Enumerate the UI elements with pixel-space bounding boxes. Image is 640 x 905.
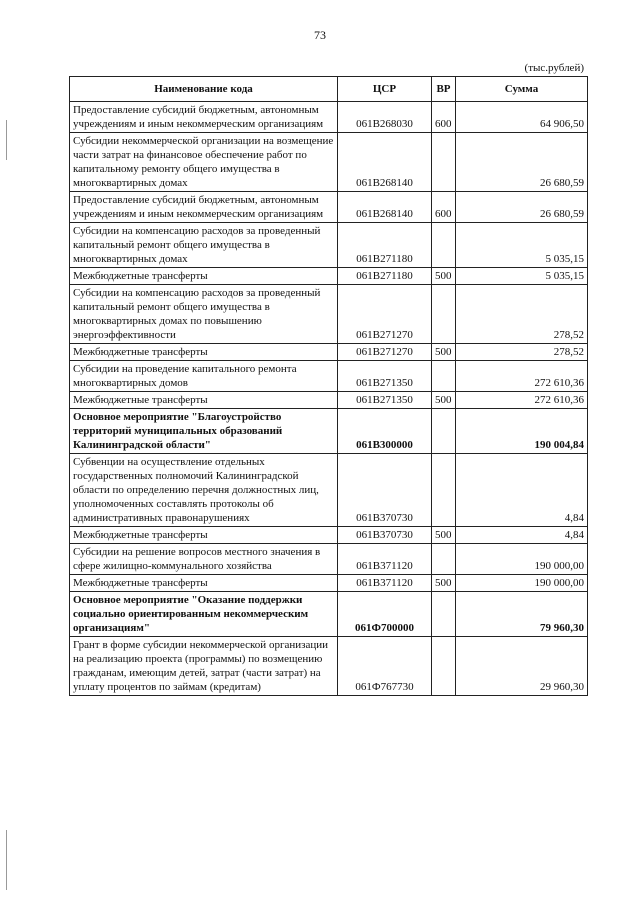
table-body: [70, 102, 588, 696]
page-number: 73: [314, 28, 326, 42]
table-header-row: [70, 77, 588, 102]
header-csr: ЦСР: [338, 77, 432, 102]
cell-csr: 061В271350: [338, 361, 432, 392]
table-row: [70, 575, 588, 592]
cell-name: Межбюджетные трансферты: [70, 575, 338, 592]
cell-csr: 061В370730: [338, 454, 432, 527]
cell-sum: 272 610,36: [456, 392, 588, 409]
table-row: [70, 592, 588, 637]
cell-vr: [432, 285, 456, 344]
cell-sum: 190 000,00: [456, 575, 588, 592]
cell-csr: 061В271350: [338, 392, 432, 409]
scan-edge-mark: [6, 830, 7, 890]
cell-name: Межбюджетные трансферты: [70, 344, 338, 361]
cell-csr: 061В268140: [338, 133, 432, 192]
header-sum: Сумма: [456, 77, 588, 102]
header-vr: ВР: [432, 77, 456, 102]
cell-name: Основное мероприятие "Оказание поддержки социально ориентированным некоммерческим организациям": [70, 592, 338, 637]
cell-sum: 4,84: [456, 454, 588, 527]
table-row: [70, 285, 588, 344]
cell-csr: 061В300000: [338, 409, 432, 454]
table-row: [70, 527, 588, 544]
cell-csr: 061В271270: [338, 344, 432, 361]
cell-vr: 500: [432, 268, 456, 285]
cell-vr: 500: [432, 527, 456, 544]
cell-vr: [432, 637, 456, 696]
table-row: [70, 637, 588, 696]
cell-sum: 4,84: [456, 527, 588, 544]
cell-csr: 061Ф767730: [338, 637, 432, 696]
cell-csr: 061В370730: [338, 527, 432, 544]
table-row: [70, 102, 588, 133]
cell-vr: [432, 409, 456, 454]
cell-sum: 5 035,15: [456, 223, 588, 268]
cell-vr: [432, 592, 456, 637]
cell-sum: 64 906,50: [456, 102, 588, 133]
cell-vr: 600: [432, 192, 456, 223]
cell-sum: 29 960,30: [456, 637, 588, 696]
cell-name: Субсидии на компенсацию расходов за проведенный капитальный ремонт общего имущества в многоквартирных домах по повышению энергоэффективности: [70, 285, 338, 344]
cell-sum: 272 610,36: [456, 361, 588, 392]
header-name: Наименование кода: [70, 77, 338, 102]
table-row: [70, 268, 588, 285]
cell-name: Предоставление субсидий бюджетным, автономным учреждениям и иным некоммерческим организациям: [70, 102, 338, 133]
cell-csr: 061В268140: [338, 192, 432, 223]
cell-name: Субсидии на компенсацию расходов за проведенный капитальный ремонт общего имущества в многоквартирных домах: [70, 223, 338, 268]
cell-sum: 26 680,59: [456, 192, 588, 223]
cell-csr: 061В271270: [338, 285, 432, 344]
cell-sum: 190 004,84: [456, 409, 588, 454]
cell-vr: [432, 544, 456, 575]
cell-vr: [432, 454, 456, 527]
cell-name: Субвенции на осуществление отдельных государственных полномочий Калининградской области по определению перечня должностных лиц, уполномоченных составлять протоколы об административных правонарушениях: [70, 454, 338, 527]
table-row: [70, 454, 588, 527]
cell-csr: 061В271180: [338, 268, 432, 285]
table-row: [70, 361, 588, 392]
cell-vr: 500: [432, 344, 456, 361]
table-row: [70, 392, 588, 409]
cell-name: Основное мероприятие "Благоустройство территорий муниципальных образований Калининградской области": [70, 409, 338, 454]
cell-vr: 500: [432, 575, 456, 592]
cell-sum: 278,52: [456, 344, 588, 361]
cell-name: Грант в форме субсидии некоммерческой организации на реализацию проекта (программы) по возмещению гражданам, имеющим детей, затрат (части затрат) на уплату процентов по займам (кредитам): [70, 637, 338, 696]
table-row: [70, 544, 588, 575]
cell-name: Предоставление субсидий бюджетным, автономным учреждениям и иным некоммерческим организациям: [70, 192, 338, 223]
table-row: [70, 223, 588, 268]
cell-vr: [432, 223, 456, 268]
cell-sum: 26 680,59: [456, 133, 588, 192]
table-row: [70, 133, 588, 192]
cell-name: Субсидии на проведение капитального ремонта многоквартирных домов: [70, 361, 338, 392]
cell-vr: [432, 133, 456, 192]
cell-csr: 061В371120: [338, 544, 432, 575]
cell-csr: 061В271180: [338, 223, 432, 268]
cell-csr: 061Ф700000: [338, 592, 432, 637]
table-row: [70, 192, 588, 223]
cell-csr: 061В371120: [338, 575, 432, 592]
cell-csr: 061В268030: [338, 102, 432, 133]
cell-name: Межбюджетные трансферты: [70, 527, 338, 544]
cell-vr: [432, 361, 456, 392]
cell-sum: 5 035,15: [456, 268, 588, 285]
cell-vr: 600: [432, 102, 456, 133]
cell-name: Межбюджетные трансферты: [70, 392, 338, 409]
cell-vr: 500: [432, 392, 456, 409]
scan-edge-mark: [6, 120, 7, 160]
budget-table: [69, 76, 588, 696]
cell-name: Межбюджетные трансферты: [70, 268, 338, 285]
cell-name: Субсидии некоммерческой организации на возмещение части затрат на финансовое обеспечение работ по капитальному ремонту общего имущества в многоквартирных домах: [70, 133, 338, 192]
units-label: (тыс.рублей): [524, 62, 584, 74]
cell-sum: 79 960,30: [456, 592, 588, 637]
cell-name: Субсидии на решение вопросов местного значения в сфере жилищно-коммунального хозяйства: [70, 544, 338, 575]
cell-sum: 278,52: [456, 285, 588, 344]
cell-sum: 190 000,00: [456, 544, 588, 575]
table-row: [70, 344, 588, 361]
table-row: [70, 409, 588, 454]
